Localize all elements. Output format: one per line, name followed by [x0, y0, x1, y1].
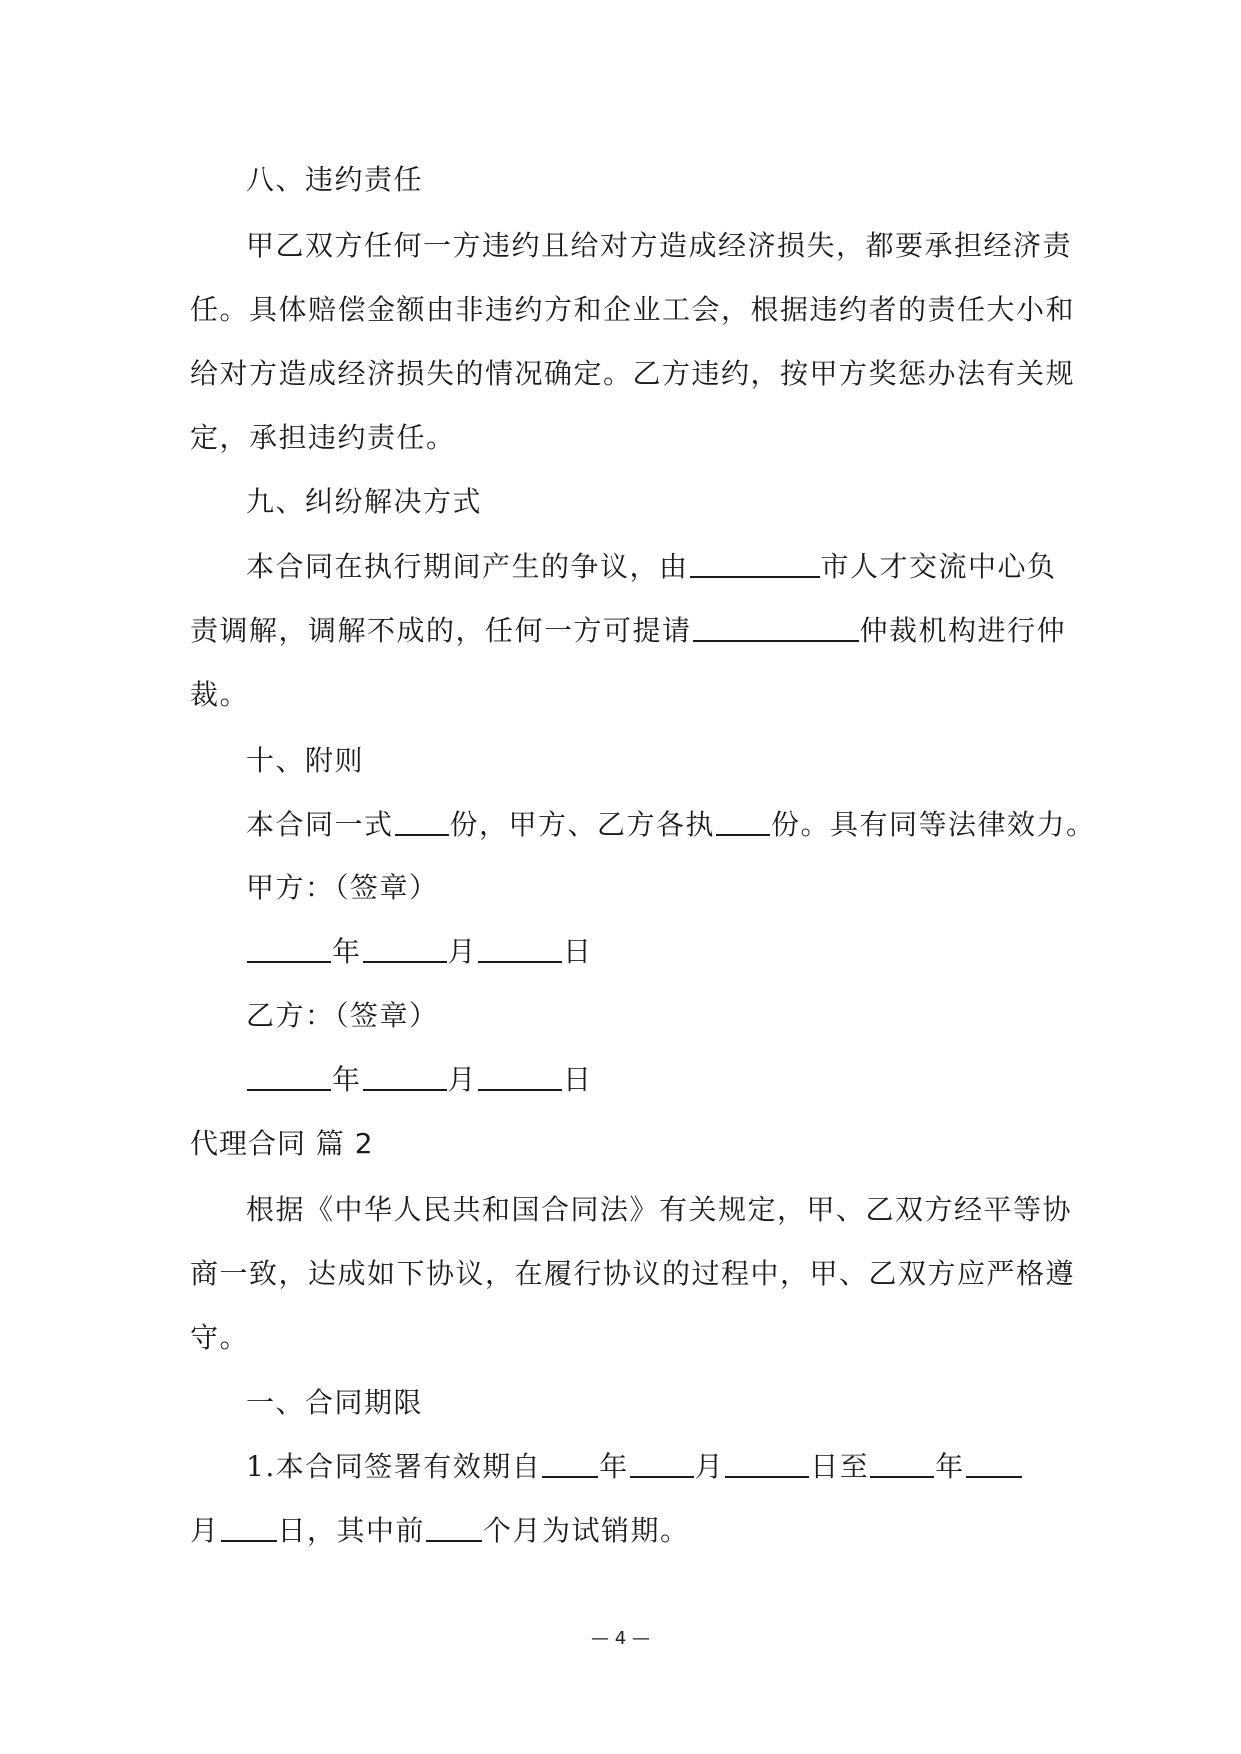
text: 年	[935, 1450, 965, 1483]
article-title: 代理合同 篇 2	[190, 1127, 374, 1160]
text: 月	[447, 1063, 478, 1096]
text: 本合同一式	[246, 808, 394, 841]
paragraph-line: 任。具体赔偿金额由非违约方和企业工会，根据违约者的责任大小和	[190, 293, 1076, 326]
text: 本合同在执行期间产生的争议，由	[246, 550, 689, 583]
paragraph-line	[246, 547, 1057, 587]
fill-blank	[725, 1448, 809, 1478]
paragraph-line: 定，承担违约责任。	[190, 421, 456, 454]
text: 月	[190, 1514, 220, 1547]
fill-blank	[478, 1061, 562, 1091]
fill-blank	[247, 1061, 331, 1091]
section-heading-dispute: 九、纠纷解决方式	[246, 485, 483, 518]
paragraph-line: 商一致，达成如下协议，在履行协议的过程中，甲、乙双方应严格遵	[190, 1257, 1076, 1290]
fill-blank	[221, 1512, 277, 1542]
paragraph-line	[190, 611, 1066, 651]
text: 个月为试销期。	[483, 1514, 690, 1547]
text: 年	[599, 1450, 629, 1483]
text: 1.本合同签署有效期自	[246, 1450, 542, 1483]
paragraph-line: 裁。	[190, 678, 250, 711]
text: 市人才交流中心负	[820, 550, 1057, 583]
text: 日，其中前	[277, 1514, 426, 1547]
text: 年	[332, 935, 362, 968]
fill-blank	[247, 933, 331, 963]
party-b-signature: 乙方：（签章）	[246, 999, 439, 1032]
fill-blank	[478, 933, 562, 963]
page-number: — 4 —	[591, 1628, 650, 1649]
fill-blank	[395, 806, 449, 836]
text: 日	[563, 1063, 593, 1096]
text: 月	[447, 935, 478, 968]
text: 月	[694, 1450, 725, 1483]
text: 份。具有同等法律效力。	[771, 808, 1096, 841]
fill-blank	[363, 1061, 447, 1091]
fill-blank	[966, 1448, 1022, 1478]
text: 份，甲方、乙方各执	[449, 808, 716, 841]
party-a-signature: 甲方：（签章）	[246, 871, 439, 904]
paragraph-line	[246, 805, 1096, 845]
section-heading-appendix: 十、附则	[246, 744, 365, 777]
section-heading-breach: 八、违约责任	[246, 163, 424, 196]
fill-blank	[426, 1512, 482, 1542]
fill-blank	[693, 612, 859, 642]
text: 日至	[810, 1450, 870, 1483]
text: 年	[332, 1063, 362, 1096]
fill-blank	[630, 1448, 694, 1478]
section-heading-term: 一、合同期限	[246, 1386, 424, 1419]
fill-blank	[716, 806, 770, 836]
date-line	[246, 932, 593, 972]
paragraph-line	[190, 1511, 690, 1551]
date-line	[246, 1060, 593, 1100]
fill-blank	[870, 1448, 934, 1478]
paragraph-line	[246, 1447, 1023, 1487]
paragraph-line: 甲乙双方任何一方违约且给对方造成经济损失，都要承担经济责	[246, 229, 1073, 262]
fill-blank	[690, 548, 820, 578]
text: 仲裁机构进行仲	[859, 614, 1067, 647]
fill-blank	[542, 1448, 598, 1478]
text: 责调解，调解不成的，任何一方可提请	[190, 614, 692, 647]
paragraph-line: 给对方造成经济损失的情况确定。乙方违约，按甲方奖惩办法有关规	[190, 357, 1076, 390]
text: 日	[563, 935, 593, 968]
fill-blank	[363, 933, 447, 963]
paragraph-line: 根据《中华人民共和国合同法》有关规定，甲、乙双方经平等协	[246, 1193, 1073, 1226]
paragraph-line: 守。	[190, 1321, 250, 1354]
